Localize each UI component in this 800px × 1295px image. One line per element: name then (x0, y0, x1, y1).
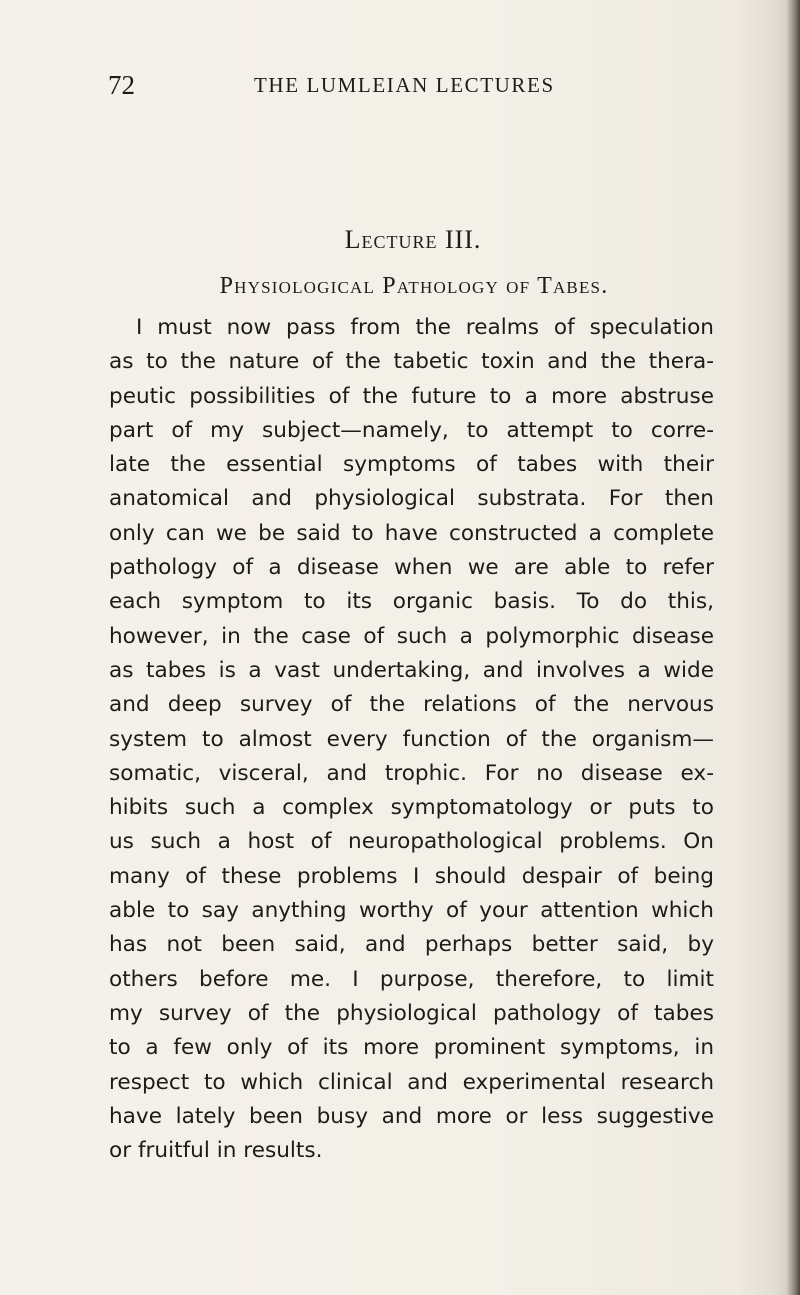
text-line: have lately been busy and more or less suggestive (109, 1103, 714, 1129)
text-line: hibits such a complex symptomatology or puts to (109, 795, 714, 821)
text-line: as to the nature of the tabetic toxin and the thera- (109, 349, 714, 375)
text-line: only can we be said to have constructed a complete (109, 520, 714, 546)
text-line: able to say anything worthy of your attention which (109, 898, 714, 924)
text-line: however, in the case of such a polymorphic disease (109, 623, 714, 649)
text-line: my survey of the physiological pathology of tabes (109, 1000, 714, 1026)
text-line: peutic possibilities of the future to a more abstruse (109, 383, 714, 409)
text-line-last: or fruitful in results. (109, 1138, 323, 1164)
text-line: has not been said, and perhaps better said, by (109, 932, 714, 958)
text-line: others before me. I purpose, therefore, to limit (109, 966, 714, 992)
text-line: I must now pass from the realms of speculation (136, 315, 714, 340)
text-line: each symptom to its organic basis. To do this, (109, 589, 714, 615)
lecture-heading: Lecture III. (344, 225, 482, 254)
text-line: respect to which clinical and experimental research (109, 1069, 714, 1095)
text-line: as tabes is a vast undertaking, and involves a wide (109, 657, 714, 683)
text-line: to a few only of its more prominent symptoms, in (109, 1035, 714, 1061)
text-line: late the essential symptoms of tabes with their (109, 452, 714, 478)
page-number: 72 (108, 70, 135, 100)
body-paragraph (109, 311, 714, 1168)
text-line: anatomical and physiological substrata. For then (109, 486, 714, 512)
text-line: part of my subject—namely, to attempt to corre- (109, 417, 714, 443)
running-title: THE LUMLEIAN LECTURES (254, 73, 555, 97)
text-line: us such a host of neuropathological problems. On (109, 829, 714, 855)
text-line: many of these problems I should despair of being (109, 863, 714, 889)
running-header (0, 70, 800, 104)
page-edge-shadow (786, 0, 800, 1295)
section-heading: Physiological Pathology of Tabes. (219, 273, 609, 299)
text-line: somatic, visceral, and trophic. For no disease ex- (109, 760, 714, 786)
text-line: pathology of a disease when we are able to refer (109, 555, 714, 581)
text-line: system to almost every function of the organism— (109, 726, 714, 752)
text-line: and deep survey of the relations of the nervous (109, 692, 714, 718)
